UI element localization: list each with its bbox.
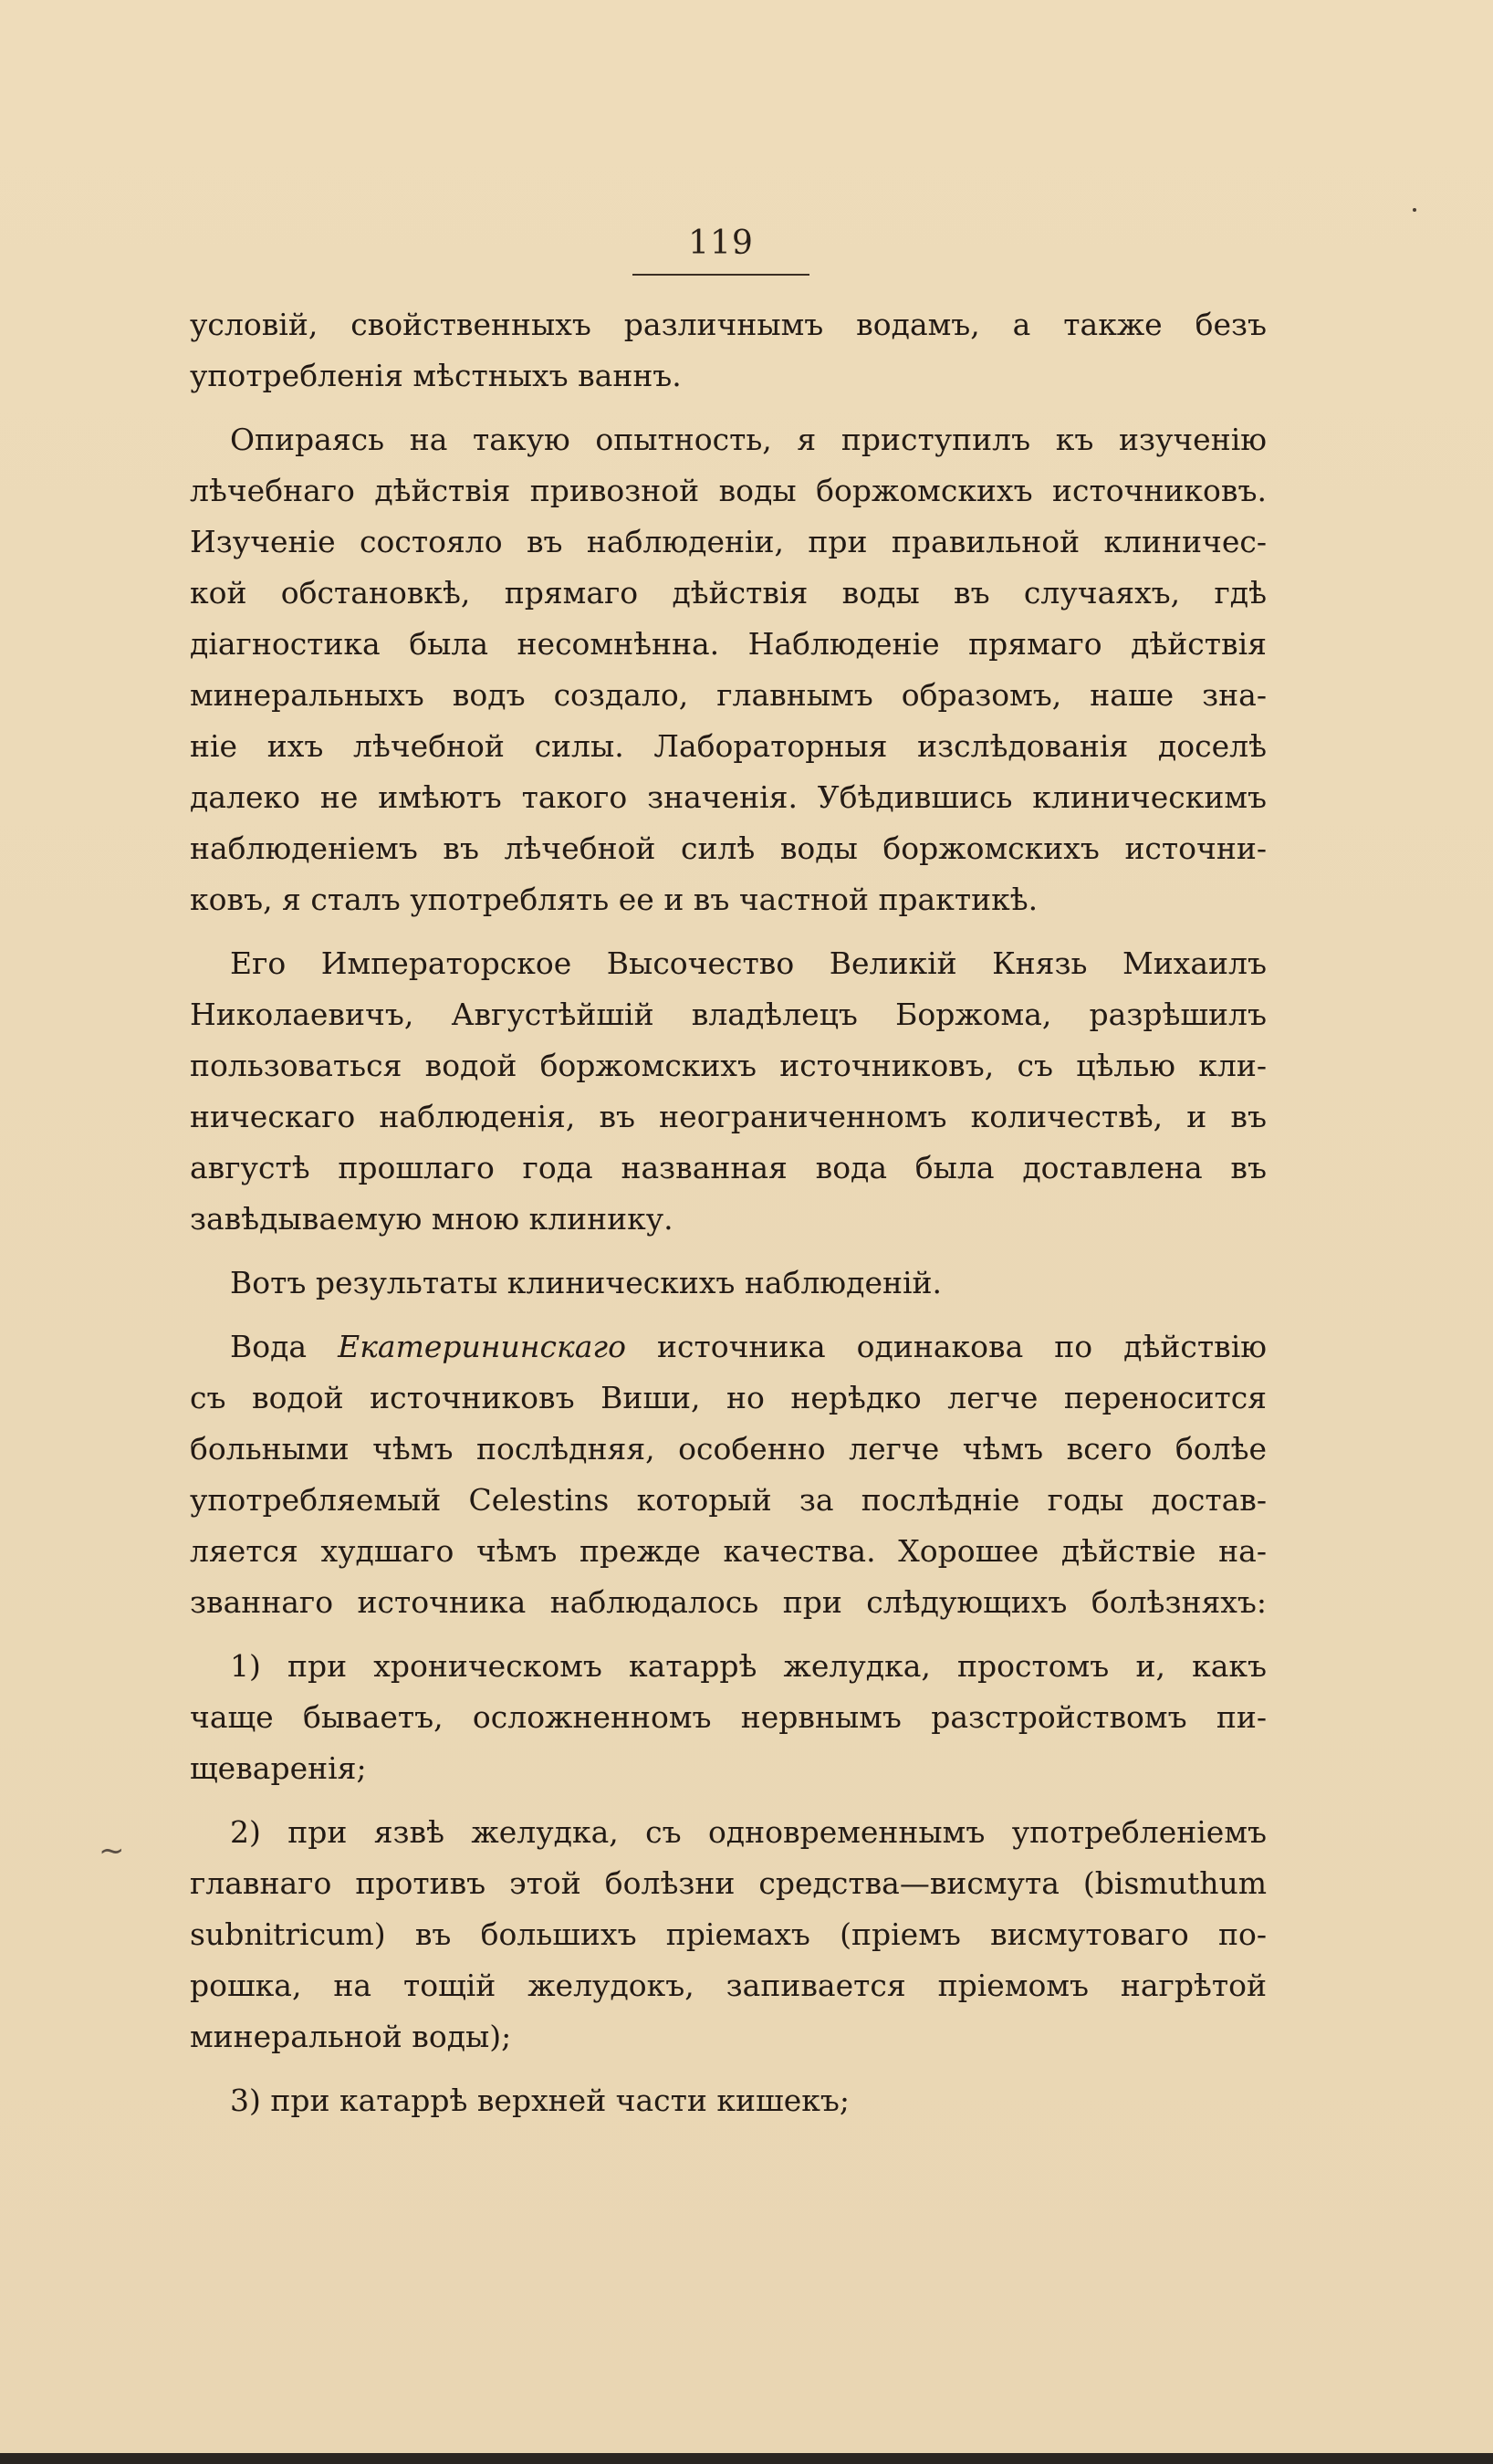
text-line: званнаго источника наблюдалось при слѣдующихъ болѣзняхъ: xyxy=(190,1584,1267,1620)
text-line: главнаго противъ этой болѣзни средства—висмута (bismuthum xyxy=(190,1865,1267,1901)
paragraph-ekaterininsky xyxy=(190,1321,1267,1628)
text-line: Вотъ результаты клиническихъ наблюденій. xyxy=(230,1265,943,1300)
list-item-1 xyxy=(190,1641,1267,1794)
text-line: августѣ прошлаго года названная вода была доставлена въ xyxy=(190,1150,1267,1185)
page-number-rule xyxy=(632,274,809,276)
text-line: употребленія мѣстныхъ ваннъ. xyxy=(190,358,682,393)
text-line: рошка, на тощій желудокъ, запивается пріемомъ нагрѣтой xyxy=(190,1968,1267,2003)
text-fragment: источника одинакова по дѣйствію xyxy=(656,1329,1267,1364)
text-line: пользоваться водой боржомскихъ источниковъ, съ цѣлью кли- xyxy=(190,1048,1267,1083)
scan-bottom-edge xyxy=(0,2453,1493,2464)
text-line: Его Императорское Высочество Великій Князь Михаилъ xyxy=(230,945,1267,981)
text-line: діагностика была несомнѣнна. Наблюденіе прямаго дѣйствія xyxy=(190,626,1267,662)
paragraph-experience xyxy=(190,414,1267,925)
text-line: Опираясь на такую опытность, я приступилъ къ изученію xyxy=(230,422,1267,457)
text-line: минеральной воды); xyxy=(190,2019,512,2054)
text-line: 1) при хроническомъ катаррѣ желудка, простомъ и, какъ xyxy=(230,1648,1267,1684)
text-line: ніе ихъ лѣчебной силы. Лабораторныя изслѣдованія доселѣ xyxy=(190,728,1267,764)
text-line: Николаевичъ, Августѣйшій владѣлецъ Боржома, разрѣшилъ xyxy=(190,997,1267,1032)
text-line: кой обстановкѣ, прямаго дѣйствія воды въ случаяхъ, гдѣ xyxy=(190,575,1267,611)
text-line: ническаго наблюденія, въ неограниченномъ количествѣ, и въ xyxy=(190,1099,1267,1134)
text-line: щеваренія; xyxy=(190,1750,367,1786)
text-line: условій, свойственныхъ различнымъ водамъ, а также безъ xyxy=(190,307,1267,342)
list-item-2 xyxy=(190,1807,1267,2062)
text-line: завѣдываемую мною клинику. xyxy=(190,1201,673,1237)
text-line: subnitricum) въ большихъ пріемахъ (пріемъ висмутоваго по- xyxy=(190,1916,1267,1952)
text-line: съ водой источниковъ Виши, но нерѣдко легче переносится xyxy=(190,1380,1267,1415)
paragraph-continuation xyxy=(190,299,1267,402)
text-line: ляется худшаго чѣмъ прежде качества. Хорошее дѣйствіе на- xyxy=(190,1533,1267,1569)
text-line: 3) при катаррѣ верхней части кишекъ; xyxy=(230,2083,850,2118)
text-line xyxy=(190,1321,1267,1373)
page-number: 119 xyxy=(688,224,754,262)
text-line: лѣчебнаго дѣйствія привозной воды боржомскихъ источниковъ. xyxy=(190,473,1267,508)
text-line: далеко не имѣютъ такого значенія. Убѣдившись клиническимъ xyxy=(190,779,1267,815)
margin-pencil-mark: ~ xyxy=(99,1832,125,1869)
speck-mark xyxy=(1413,208,1416,212)
list-item-3 xyxy=(190,2075,1267,2126)
body-text xyxy=(190,299,1267,2126)
text-line: ковъ, я сталъ употреблять ее и въ частной практикѣ. xyxy=(190,882,1039,917)
text-line: Изученіе состояло въ наблюденіи, при правильной клиничес- xyxy=(190,524,1267,559)
paragraph-results xyxy=(190,1258,1267,1309)
text-line: чаще бываетъ, осложненномъ нервнымъ разстройствомъ пи- xyxy=(190,1699,1267,1735)
text-line: употребляемый Celestins который за послѣдніе годы достав- xyxy=(190,1482,1267,1518)
spring-name-italic: Екатерининскаго xyxy=(338,1329,626,1364)
text-line: минеральныхъ водъ создало, главнымъ образомъ, наше зна- xyxy=(190,677,1267,713)
text-fragment: Вода xyxy=(230,1329,308,1364)
paragraph-grand-duke xyxy=(190,938,1267,1245)
text-line: 2) при язвѣ желудка, съ одновременнымъ употребленіемъ xyxy=(230,1814,1267,1850)
text-line: наблюденіемъ въ лѣчебной силѣ воды боржомскихъ источни- xyxy=(190,830,1267,866)
text-line: больными чѣмъ послѣдняя, особенно легче чѣмъ всего болѣе xyxy=(190,1431,1267,1467)
